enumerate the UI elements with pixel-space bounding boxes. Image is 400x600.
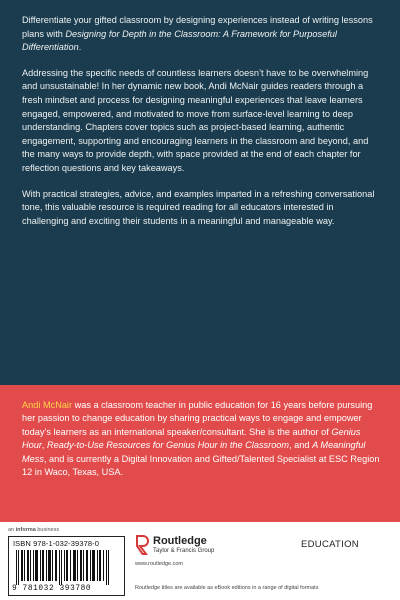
book-blurb [22, 14, 380, 240]
author-book-2: Ready-to-Use Resources for Genius Hour in the Classroom [47, 440, 290, 451]
barcode-digits: 9 781032 393780 [12, 585, 92, 593]
blurb-intro-text: Differentiate your gifted classroom by designing experiences instead of writing lessons plans with [22, 15, 373, 39]
blurb-paragraph-3: With practical strategies, advice, and examples imparted in a refreshing conversational tone, this valuable resource is required reading for all educators interested in challenging and exciting their students in a meaningful and manageable way. [22, 188, 375, 226]
isbn-number: ISBN 978-1-032-39378-0 [13, 539, 100, 548]
bio-sep-2: , and [289, 440, 313, 451]
informa-brand: informa [15, 527, 36, 533]
publisher-footer [0, 522, 400, 600]
routledge-logo-icon [135, 534, 149, 556]
informa-post: business [35, 527, 60, 533]
publisher-group: Taylor & Francis Group [153, 548, 215, 554]
blurb-paragraph-2: Addressing the specific needs of countless learners doesn’t have to be overwhelming and unsustainable! In her dynamic new book, Andi McNair guides readers through a fresh mindset and process for designing meaningful experiences that leave learners engaged, empowered, and motivated to move from surface-level learning to deep understanding. Chapters cover topics such as project-based learning, authentic engagement, supporting and encouraging learners in the classroom and beyond, and the many ways to provide depth, with space provided at the end of each chapter for reflection questions and key takeaways. [22, 67, 369, 173]
publisher-url: www.routledge.com [135, 561, 183, 567]
ebook-note: Routledge titles are available as eBook editions in a range of digital formats [135, 585, 319, 591]
author-name: Andi McNair [22, 400, 73, 410]
blurb-intro-end: . [78, 42, 82, 53]
author-bio-panel [0, 385, 400, 522]
bio-sep-1: , [41, 440, 48, 451]
publisher-name: Routledge [153, 535, 207, 547]
bio-text-1: was a classroom teacher in public education for 16 years before pursuing her passion to change education by sharing practical ways to engage and empower today’s learners as an international speaker/consultant. She is the author of [22, 400, 373, 437]
informa-tagline [8, 527, 59, 533]
blurb-paragraph-1 [22, 14, 380, 55]
author-bio [22, 399, 382, 479]
informa-pre: an [8, 527, 16, 533]
bio-text-2: , and is currently a Digital Innovation and Gifted/Talented Specialist at ESC Region 12 in Waco, Texas, USA. [22, 453, 380, 478]
author-book-1: Genius Hour [22, 426, 361, 451]
isbn-barcode-box [8, 536, 125, 596]
book-title: Designing for Depth in the Classroom: A Framework for Purposeful Differentiation [22, 28, 337, 53]
barcode-icon [15, 550, 113, 585]
author-book-3: A Meaningful Mess [22, 440, 366, 464]
subject-category: EDUCATION [301, 539, 359, 550]
